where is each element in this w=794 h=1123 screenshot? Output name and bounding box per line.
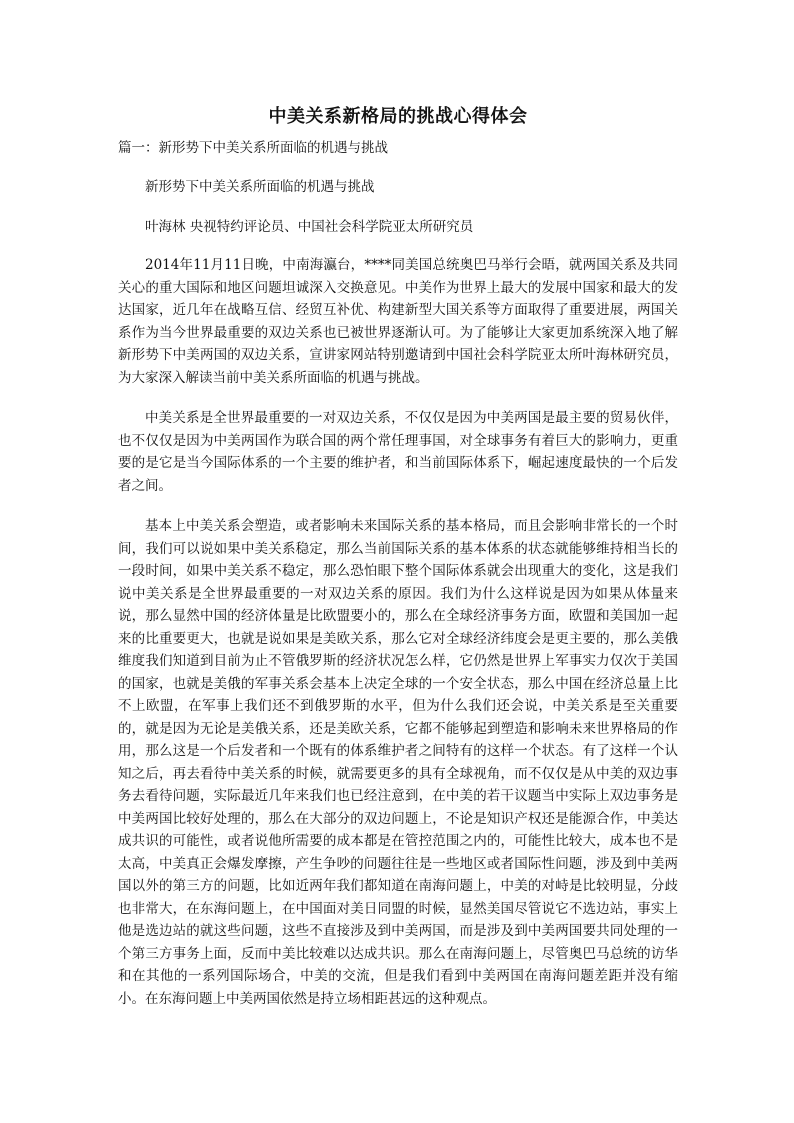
section-heading: 新形势下中美关系所面临的机遇与挑战 (145, 179, 375, 195)
document-page (118, 104, 678, 1010)
author-line: 叶海林 央视特约评论员、中国社会科学院亚太所研究员 (145, 219, 474, 235)
body-paragraph: 2014年11月11日晚，中南海瀛台，****同美国总统奥巴马举行会晤，就两国关系及共同关心的重大国际和地区问题坦诚深入交换意见。中美作为世界上最大的发展中国家和最大的发达国家，近几年在战略互信、经贸互补优、构建新型大国关系等方面取得了重要进展，两国关系作为当今世界最重要的双边关系也已被世界逐渐认可。为了能够让大家更加系统深入地了解新形势下中美两国的双边关系，宣讲家网站特别邀请到中国社会科学院亚太所叶海林研究员，为大家深入解读当前中美关系所面临的机遇与挑战。 (118, 257, 678, 386)
document-subtitle: 篇一：新形势下中美关系所面临的机遇与挑战 (118, 140, 388, 156)
body-paragraph: 中美关系是全世界最重要的一对双边关系，不仅仅是因为中美两国是最主要的贸易伙伴，也不仅仅是因为中美两国作为联合国的两个常任理事国，对全球事务有着巨大的影响力，更重要的是它是当今国际体系的一个主要的维护者，和当前国际体系下，崛起速度最快的一个后发者之间。 (118, 410, 678, 494)
body-paragraph: 基本上中美关系会塑造，或者影响未来国际关系的基本格局，而且会影响非常长的一个时间，我们可以说如果中美关系稳定，那么当前国际关系的基本体系的状态就能够维持相当长的一段时间，如果中美关系不稳定，那么恐怕眼下整个国际体系就会出现重大的变化，这是我们说中美关系是全世界最重要的一对双边关系的原因。我们为什么这样说是因为如果从体量来说，那么显然中国的经济体量是比欧盟要小的，那么在全球经济事务方面，欧盟和美国加一起来的比重要更大，也就是说如果是美欧关系，那么它对全球经济纬度会是更主要的，那么美俄维度我们知道到目前为止不管俄罗斯的经济状况怎么样，它仍然是世界上军事实力仅次于美国的国家，也就是美俄的军事关系会基本上决定全球的一个安全状态，那么中国在经济总量上比不上欧盟，在军事上我们还不到俄罗斯的水平，但为什么我们还会说，中美关系是至关重要的，就是因为无论是美俄关系，还是美欧关系，它都不能够起到塑造和影响未来世界格局的作用，那么这是一个后发者和一个既有的体系维护者之间特有的这样一个状态。有了这样一个认知之后，再去看待中美关系的时候，就需要更多的具有全球视角，而不仅仅是从中美的双边事务去看待问题，实际最近几年来我们也已经注意到，在中美的若干议题当中实际上双边事务是中美两国比较好处理的，那么在大部分的双边问题上，不论是知识产权还是能源合作，中美达成共识的可能性，或者说他所需要的成本都是在管控范围之内的，可能性比较大，成本也不是太高，中美真正会爆发摩擦，产生争吵的问题往往是一些地区或者国际性问题，涉及到中美两国以外的第三方的问题，比如近两年我们都知道在南海问题上，中美的对峙是比较明显，分歧也非常大，在东海问题上，在中国面对美日同盟的时候，显然美国尽管说它不选边站，事实上他是选边站的就这些问题，这些不直接涉及到中美两国，而是涉及到中美两国要共同处理的一个第三方事务上面，反而中美比较难以达成共识。那么在南海问题上，尽管奥巴马总统的访华和在其他的一系列国际场合，中美的交流，但是我们看到中美两国在南海问题差距并没有缩小。在东海问题上中美两国依然是持立场相距甚远的这种观点。 (118, 518, 678, 1007)
document-title: 中美关系新格局的挑战心得体会 (268, 106, 528, 127)
